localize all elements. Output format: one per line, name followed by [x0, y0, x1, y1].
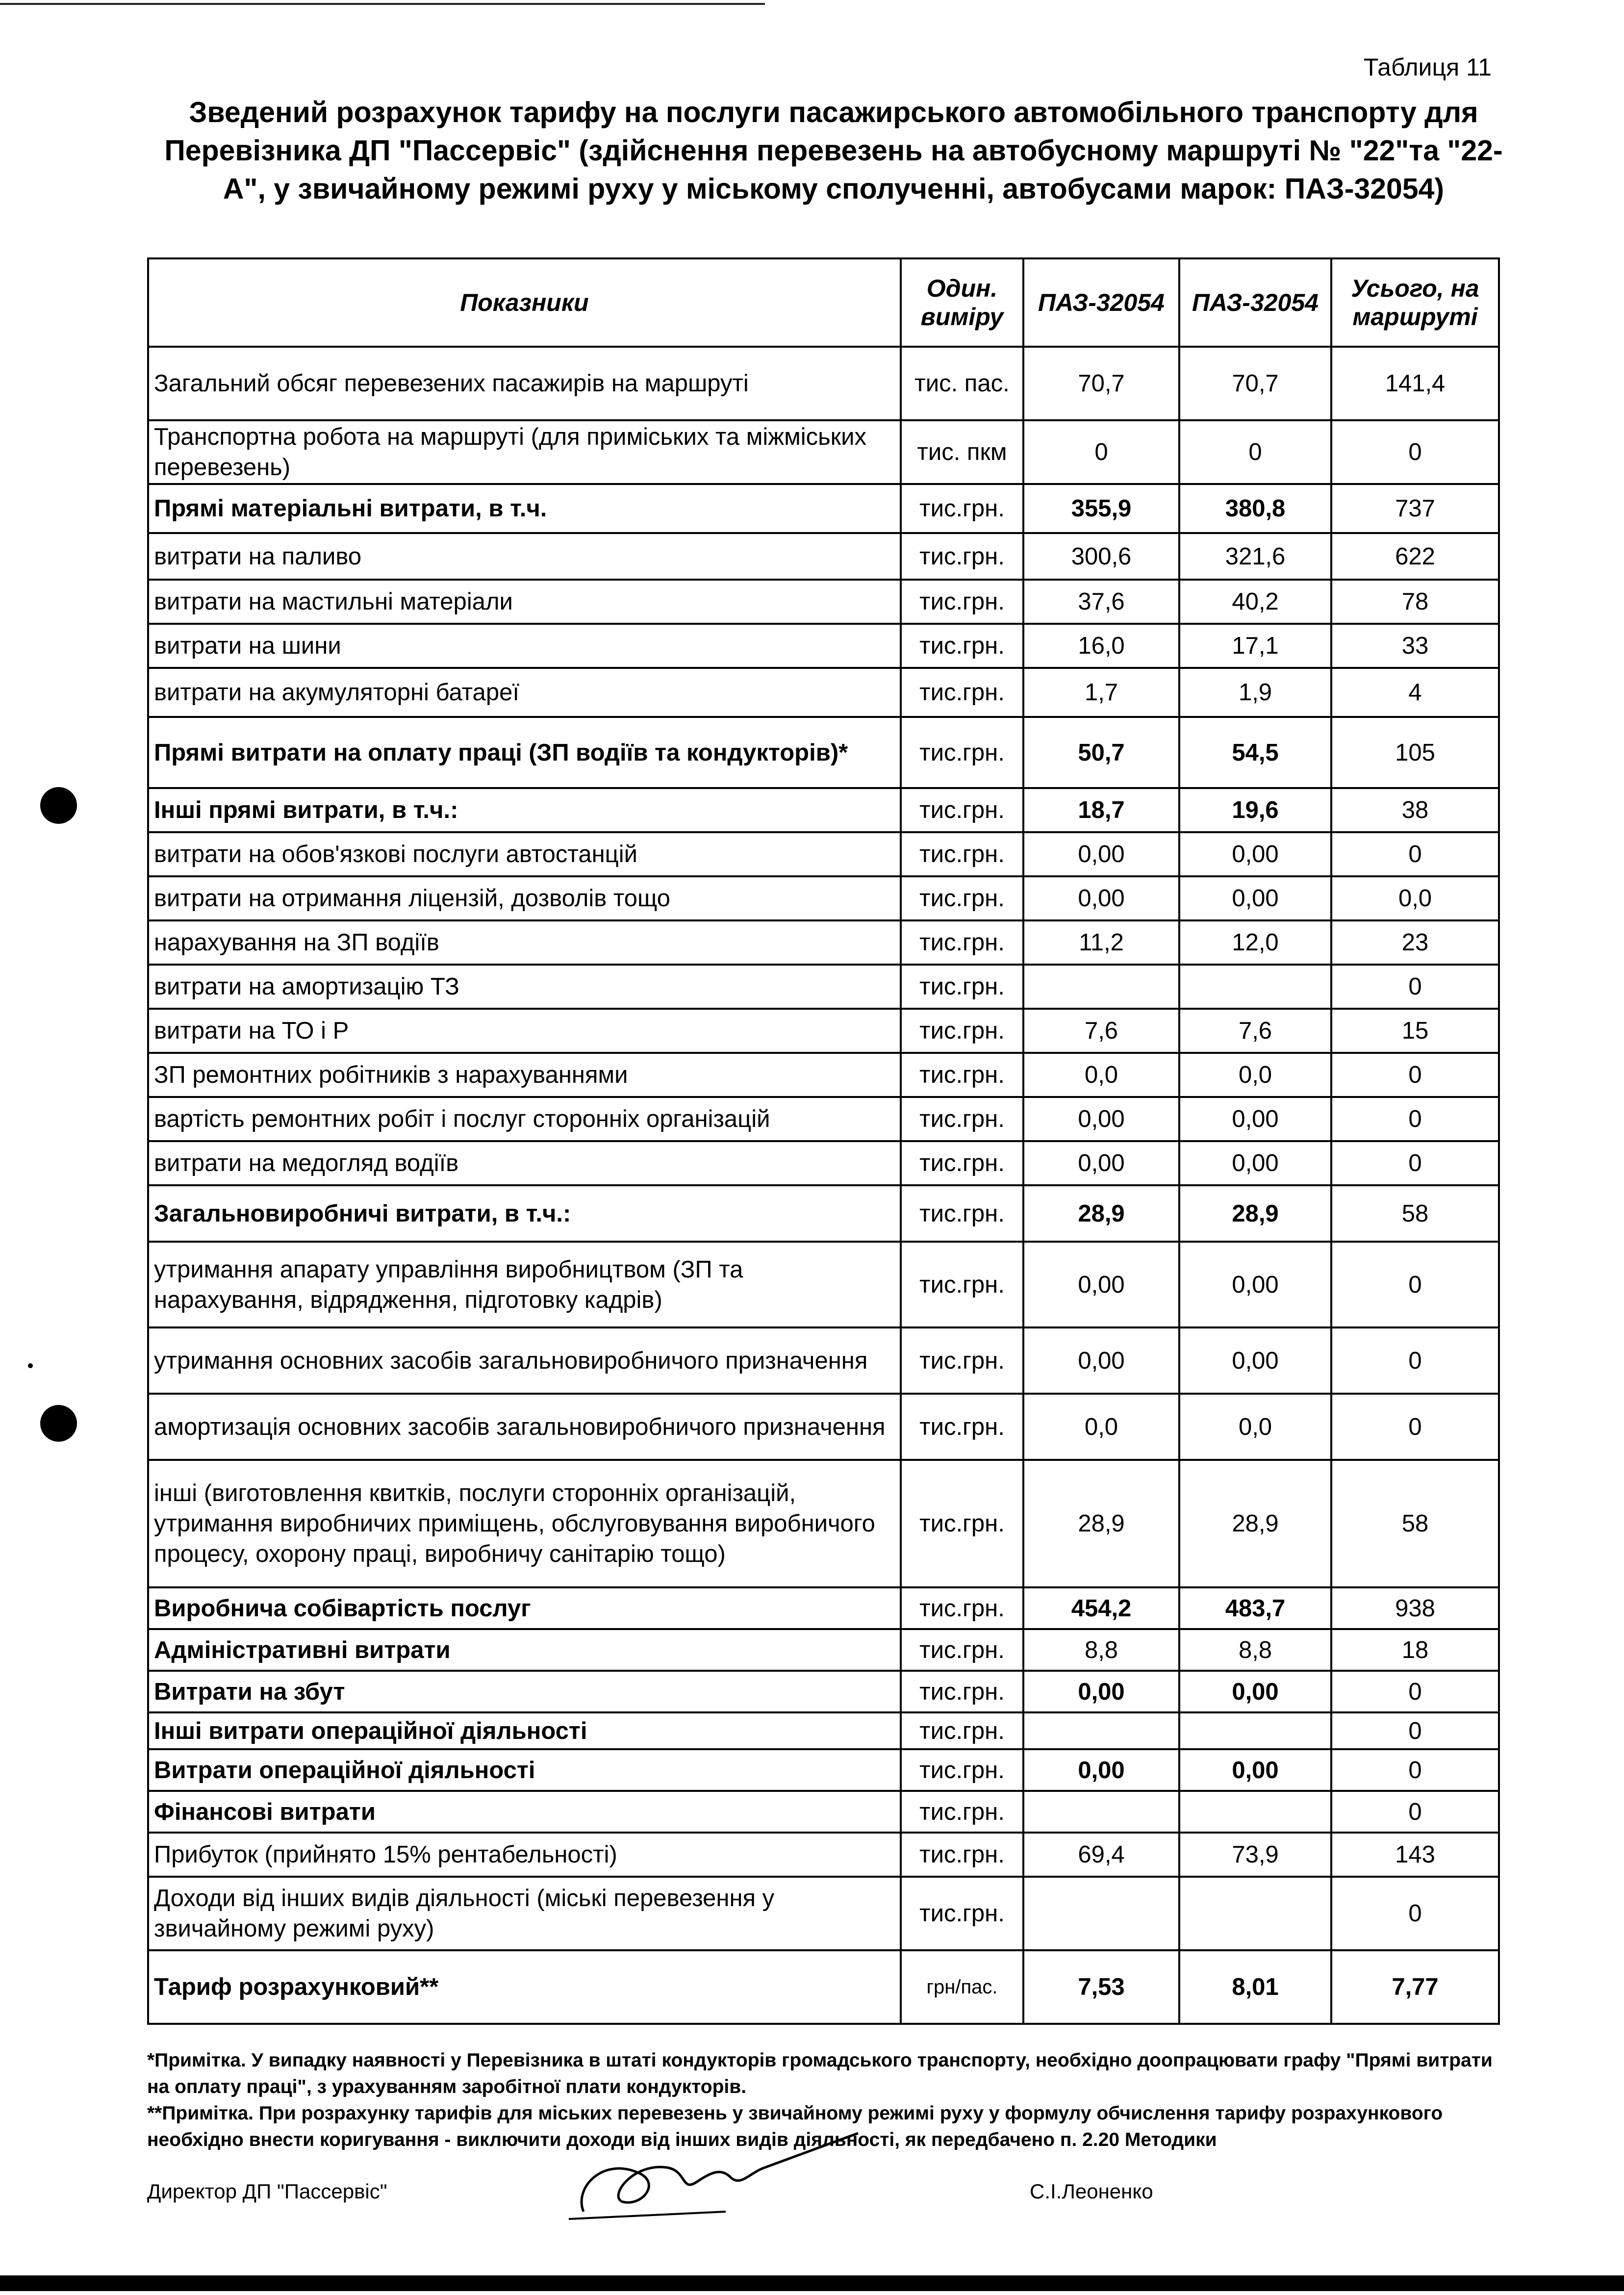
row-value-col-1: 16,0 [1023, 624, 1179, 668]
row-value-col-1: 0,00 [1023, 876, 1179, 920]
row-indicator-name: Прямі матеріальні витрати, в т.ч. [148, 484, 901, 533]
row-indicator-name: витрати на обов'язкові послуги автостанцій [148, 832, 901, 876]
scan-edge-bottom [0, 2275, 1624, 2291]
row-unit: тис.грн. [901, 1327, 1023, 1394]
row-value-col-1: 0,00 [1023, 832, 1179, 876]
row-value-col-1: 0 [1023, 420, 1179, 484]
row-value-col-2 [1179, 965, 1331, 1009]
row-value-col-2: 70,7 [1179, 347, 1331, 420]
note-2: **Примітка. При розрахунку тарифів для міських перевезень у звичайному режимі руху у формулу обчислення тарифу розрахункового необхідно внести коригування - виключити доходи від інших видів діяльності, як передбачено п. 2.20 Методики [147, 2103, 1443, 2150]
row-value-col-1: 0,0 [1023, 1394, 1179, 1460]
table-row [148, 533, 1499, 580]
table-row [148, 1749, 1499, 1791]
row-value-col-1 [1023, 1877, 1179, 1950]
row-indicator-name: Адміністративні витрати [148, 1629, 901, 1671]
row-value-total: 0 [1331, 1877, 1499, 1950]
row-value-total: 0 [1331, 420, 1499, 484]
table-row [148, 1185, 1499, 1242]
table-row [148, 788, 1499, 832]
signatory-position: Директор ДП "Пассервіс" [147, 2180, 387, 2203]
row-unit: тис.грн. [901, 1587, 1023, 1629]
row-value-col-1: 0,00 [1023, 1141, 1179, 1185]
row-value-total: 141,4 [1331, 347, 1499, 420]
row-indicator-name: Прибуток (прийнято 15% рентабельності) [148, 1833, 901, 1877]
row-value-total: 78 [1331, 580, 1499, 624]
row-unit: тис. пас. [901, 347, 1023, 420]
row-value-total: 18 [1331, 1629, 1499, 1671]
row-value-col-1: 355,9 [1023, 484, 1179, 533]
row-value-col-1: 0,00 [1023, 1671, 1179, 1712]
binder-hole-bottom [40, 1405, 77, 1442]
row-value-total: 0 [1331, 832, 1499, 876]
row-indicator-name: нарахування на ЗП водіїв [148, 920, 901, 965]
row-value-col-1: 0,00 [1023, 1327, 1179, 1394]
table-row [148, 920, 1499, 965]
row-indicator-name: Витрати на збут [148, 1671, 901, 1712]
table-row [148, 1009, 1499, 1053]
row-value-col-1: 300,6 [1023, 533, 1179, 580]
row-indicator-name: Транспортна робота на маршруті (для приміських та міжміських перевезень) [148, 420, 901, 484]
row-indicator-name: Виробнича собівартість послуг [148, 1587, 901, 1629]
row-value-total: 737 [1331, 484, 1499, 533]
document-title: Зведений розрахунок тарифу на послуги пасажирського автомобільного транспорту для Перевізника ДП "Пассервіс" (здійснення перевезень на автобусному маршруті № "22"та "22-А", у звичайному режимі руху у міському сполученні, автобусами марок: ПАЗ-32054) [164, 96, 1503, 205]
row-value-col-2 [1179, 1791, 1331, 1833]
row-unit: грн/пас. [901, 1950, 1023, 2024]
row-value-col-2: 17,1 [1179, 624, 1331, 668]
table-row [148, 876, 1499, 920]
row-value-total: 0 [1331, 1327, 1499, 1394]
table-row [148, 717, 1499, 788]
row-value-total: 15 [1331, 1009, 1499, 1053]
row-value-col-2 [1179, 1877, 1331, 1950]
row-value-col-1: 50,7 [1023, 717, 1179, 788]
row-value-col-1: 0,00 [1023, 1749, 1179, 1791]
row-unit: тис.грн. [901, 1712, 1023, 1749]
row-indicator-name: Фінансові витрати [148, 1791, 901, 1833]
row-indicator-name: Витрати операційної діяльності [148, 1749, 901, 1791]
row-unit: тис. пкм [901, 420, 1023, 484]
row-value-col-2: 28,9 [1179, 1185, 1331, 1242]
note-1: *Примітка. У випадку наявності у Перевізника в штаті кондукторів громадського транспорту, необхідно доопрацювати графу "Прямі витрати на оплату праці", з урахуванням заробітної плати кондукторів. [147, 2050, 1493, 2097]
row-unit: тис.грн. [901, 717, 1023, 788]
row-value-col-2: 0,0 [1179, 1053, 1331, 1097]
table-row [148, 1712, 1499, 1749]
row-unit: тис.грн. [901, 1097, 1023, 1141]
table-row [148, 1327, 1499, 1394]
row-indicator-name: витрати на медогляд водіїв [148, 1141, 901, 1185]
row-value-col-2: 0 [1179, 420, 1331, 484]
row-unit: тис.грн. [901, 1009, 1023, 1053]
row-unit: тис.грн. [901, 920, 1023, 965]
row-unit: тис.грн. [901, 668, 1023, 717]
row-value-total: 0 [1331, 965, 1499, 1009]
row-indicator-name: витрати на акумуляторні батареї [148, 668, 901, 717]
row-value-col-1: 11,2 [1023, 920, 1179, 965]
table-body [148, 347, 1499, 2024]
table-row [148, 624, 1499, 668]
row-value-col-1: 69,4 [1023, 1833, 1179, 1877]
row-value-col-2: 380,8 [1179, 484, 1331, 533]
row-indicator-name: Загальний обсяг перевезених пасажирів на маршруті [148, 347, 901, 420]
row-value-total: 0,0 [1331, 876, 1499, 920]
row-value-col-1: 1,7 [1023, 668, 1179, 717]
row-value-total: 0 [1331, 1671, 1499, 1712]
row-value-total: 4 [1331, 668, 1499, 717]
row-indicator-name: витрати на амортизацію ТЗ [148, 965, 901, 1009]
row-value-total: 7,77 [1331, 1950, 1499, 2024]
row-value-total: 33 [1331, 624, 1499, 668]
header-total: Усього, на маршруті [1331, 258, 1499, 347]
row-value-col-2: 1,9 [1179, 668, 1331, 717]
table-row [148, 1097, 1499, 1141]
table-row [148, 965, 1499, 1009]
row-indicator-name: Доходи від інших видів діяльності (міські перевезення у звичайному режимі руху) [148, 1877, 901, 1950]
row-value-col-2: 54,5 [1179, 717, 1331, 788]
row-value-col-1: 7,6 [1023, 1009, 1179, 1053]
table-row [148, 347, 1499, 420]
table-row [148, 1877, 1499, 1950]
row-unit: тис.грн. [901, 876, 1023, 920]
row-unit: тис.грн. [901, 1749, 1023, 1791]
handwritten-signature [564, 2128, 868, 2226]
row-value-total: 143 [1331, 1833, 1499, 1877]
row-unit: тис.грн. [901, 1629, 1023, 1671]
row-unit: тис.грн. [901, 1877, 1023, 1950]
row-value-total: 23 [1331, 920, 1499, 965]
row-value-col-2: 0,00 [1179, 1671, 1331, 1712]
row-value-col-1 [1023, 1712, 1179, 1749]
row-value-col-2: 0,00 [1179, 832, 1331, 876]
row-unit: тис.грн. [901, 1671, 1023, 1712]
row-value-total: 0 [1331, 1749, 1499, 1791]
row-value-col-1: 0,00 [1023, 1097, 1179, 1141]
binder-hole-top [40, 787, 77, 824]
binder-mark [28, 1363, 33, 1368]
row-value-total: 0 [1331, 1394, 1499, 1460]
row-value-col-2 [1179, 1712, 1331, 1749]
row-indicator-name: Прямі витрати на оплату праці (ЗП водіїв та кондукторів)* [148, 717, 901, 788]
row-unit: тис.грн. [901, 484, 1023, 533]
row-value-col-2: 0,00 [1179, 1242, 1331, 1327]
row-value-col-2: 0,00 [1179, 1749, 1331, 1791]
row-value-total: 105 [1331, 717, 1499, 788]
row-value-col-1: 8,8 [1023, 1629, 1179, 1671]
row-value-col-2: 28,9 [1179, 1460, 1331, 1587]
table-row [148, 580, 1499, 624]
table-row [148, 832, 1499, 876]
row-value-total: 0 [1331, 1712, 1499, 1749]
table-row [148, 1950, 1499, 2024]
table-row [148, 1053, 1499, 1097]
row-unit: тис.грн. [901, 1242, 1023, 1327]
row-value-col-2: 0,00 [1179, 1327, 1331, 1394]
row-value-col-1: 28,9 [1023, 1460, 1179, 1587]
row-value-col-2: 483,7 [1179, 1587, 1331, 1629]
row-value-col-1: 0,00 [1023, 1242, 1179, 1327]
row-unit: тис.грн. [901, 1141, 1023, 1185]
row-indicator-name: Інші прямі витрати, в т.ч.: [148, 788, 901, 832]
row-unit: тис.грн. [901, 1460, 1023, 1587]
row-value-col-2: 0,00 [1179, 1097, 1331, 1141]
tariff-table [147, 257, 1500, 2025]
row-indicator-name: утримання апарату управління виробництвом (ЗП та нарахування, відрядження, підготовку кадрів) [148, 1242, 901, 1327]
row-value-col-2: 8,8 [1179, 1629, 1331, 1671]
row-unit: тис.грн. [901, 1394, 1023, 1460]
row-value-total: 622 [1331, 533, 1499, 580]
row-value-total: 0 [1331, 1791, 1499, 1833]
row-value-col-2: 12,0 [1179, 920, 1331, 965]
row-indicator-name: утримання основних засобів загальновиробничого призначення [148, 1327, 901, 1394]
row-value-col-2: 0,0 [1179, 1394, 1331, 1460]
row-value-col-1: 454,2 [1023, 1587, 1179, 1629]
row-unit: тис.грн. [901, 1833, 1023, 1877]
table-row [148, 1671, 1499, 1712]
row-unit: тис.грн. [901, 965, 1023, 1009]
row-indicator-name: амортизація основних засобів загальновиробничого призначення [148, 1394, 901, 1460]
table-row [148, 1629, 1499, 1671]
table-number-label: Таблиця 11 [1363, 53, 1492, 81]
row-unit: тис.грн. [901, 580, 1023, 624]
row-unit: тис.грн. [901, 788, 1023, 832]
row-value-col-2: 7,6 [1179, 1009, 1331, 1053]
row-value-total: 58 [1331, 1460, 1499, 1587]
table-row [148, 1242, 1499, 1327]
row-indicator-name: витрати на паливо [148, 533, 901, 580]
table-row [148, 668, 1499, 717]
table-row [148, 1833, 1499, 1877]
table-row [148, 1460, 1499, 1587]
row-indicator-name: витрати на мастильні матеріали [148, 580, 901, 624]
row-value-col-2: 0,00 [1179, 1141, 1331, 1185]
row-value-col-2: 19,6 [1179, 788, 1331, 832]
table-row [148, 420, 1499, 484]
scan-edge-top [0, 3, 765, 5]
row-indicator-name: Загальновиробничі витрати, в т.ч.: [148, 1185, 901, 1242]
row-value-total: 38 [1331, 788, 1499, 832]
row-indicator-name: ЗП ремонтних робітників з нарахуваннями [148, 1053, 901, 1097]
row-indicator-name: витрати на отримання ліцензій, дозволів тощо [148, 876, 901, 920]
row-value-col-2: 8,01 [1179, 1950, 1331, 2024]
row-indicator-name: витрати на шини [148, 624, 901, 668]
row-value-col-1 [1023, 965, 1179, 1009]
header-indicators: Показники [148, 258, 901, 347]
row-value-col-2: 40,2 [1179, 580, 1331, 624]
row-value-total: 0 [1331, 1141, 1499, 1185]
table-row [148, 1394, 1499, 1460]
row-value-total: 58 [1331, 1185, 1499, 1242]
row-value-col-1: 37,6 [1023, 580, 1179, 624]
row-indicator-name: Інші витрати операційної діяльності [148, 1712, 901, 1749]
header-col-1: ПАЗ-32054 [1023, 258, 1179, 347]
row-value-col-1: 0,0 [1023, 1053, 1179, 1097]
row-unit: тис.грн. [901, 533, 1023, 580]
row-indicator-name: інші (виготовлення квитків, послуги сторонніх організацій, утримання виробничих приміщень, обслуговування виробничого процесу, охорону праці, виробничу санітарію тощо) [148, 1460, 901, 1587]
row-indicator-name: витрати на ТО і Р [148, 1009, 901, 1053]
row-value-col-2: 321,6 [1179, 533, 1331, 580]
table-header-row [148, 258, 1499, 347]
row-value-total: 0 [1331, 1097, 1499, 1141]
row-unit: тис.грн. [901, 624, 1023, 668]
row-unit: тис.грн. [901, 832, 1023, 876]
header-col-2: ПАЗ-32054 [1179, 258, 1331, 347]
header-unit: Один. виміру [901, 258, 1023, 347]
row-value-total: 0 [1331, 1053, 1499, 1097]
table-row [148, 1587, 1499, 1629]
table-row [148, 1141, 1499, 1185]
row-indicator-name: вартість ремонтних робіт і послуг сторонніх організацій [148, 1097, 901, 1141]
row-value-col-2: 73,9 [1179, 1833, 1331, 1877]
row-value-col-1: 70,7 [1023, 347, 1179, 420]
row-value-col-1: 7,53 [1023, 1950, 1179, 2024]
table-row [148, 484, 1499, 533]
row-unit: тис.грн. [901, 1053, 1023, 1097]
row-value-total: 938 [1331, 1587, 1499, 1629]
row-value-col-1: 18,7 [1023, 788, 1179, 832]
row-value-col-2: 0,00 [1179, 876, 1331, 920]
row-value-total: 0 [1331, 1242, 1499, 1327]
row-unit: тис.грн. [901, 1791, 1023, 1833]
row-value-col-1: 28,9 [1023, 1185, 1179, 1242]
row-value-col-1 [1023, 1791, 1179, 1833]
row-unit: тис.грн. [901, 1185, 1023, 1242]
table-row [148, 1791, 1499, 1833]
signatory-name: С.І.Леоненко [1030, 2180, 1153, 2203]
row-indicator-name: Тариф розрахунковий** [148, 1950, 901, 2024]
